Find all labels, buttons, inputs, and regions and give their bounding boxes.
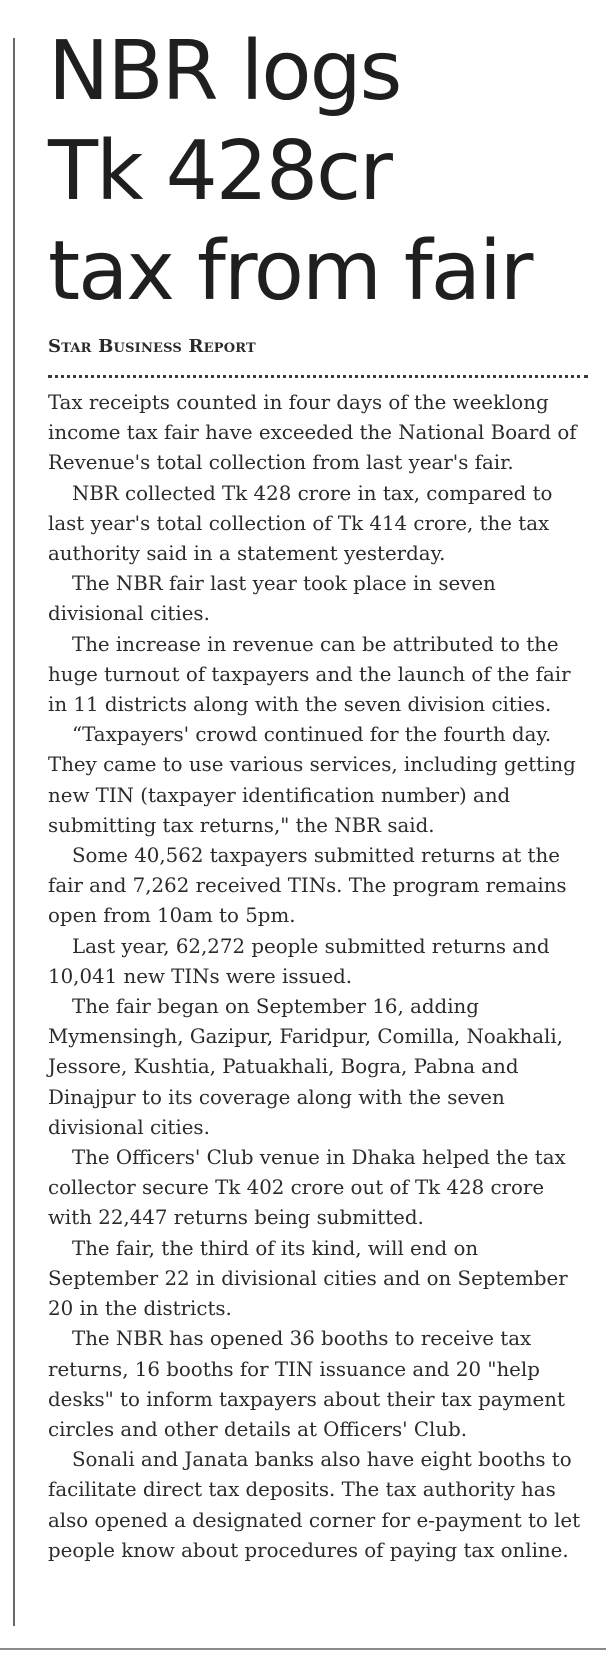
headline-line-1: NBR logs bbox=[48, 24, 401, 119]
paragraph: NBR collected Tk 428 crore in tax, compared to last year's total collection of Tk 414 crore, the tax authority said in a statement yesterday. bbox=[48, 481, 553, 566]
paragraph: “Taxpayers' crowd continued for the fourth day. They came to use various services, including getting new TIN (taxpayer identification number) and submitting tax returns," the NBR said. bbox=[48, 723, 576, 837]
paragraph: Last year, 62,272 people submitted returns and 10,041 new TINs were issued. bbox=[48, 934, 550, 988]
headline-line-2: Tk 428cr bbox=[48, 124, 391, 219]
news-article bbox=[48, 22, 588, 1566]
dotted-divider bbox=[48, 375, 588, 378]
paragraph: The fair, the third of its kind, will end on September 22 in divisional cities and on September 20 in the districts. bbox=[48, 1236, 568, 1321]
byline: Star Business Report bbox=[48, 336, 256, 357]
article-body bbox=[48, 388, 588, 1566]
paragraph: The NBR fair last year took place in seven divisional cities. bbox=[48, 572, 496, 626]
headline bbox=[48, 22, 588, 322]
paragraph: The Officers' Club venue in Dhaka helped the tax collector secure Tk 402 crore out of Tk 428 crore with 22,447 returns being submitted. bbox=[48, 1146, 566, 1230]
paragraph: The fair began on September 16, adding Mymensingh, Gazipur, Faridpur, Comilla, Noakhali, Jessore, Kushtia, Patuakhali, Bogra, Pabna and Dinajpur to its coverage along with the seven divisional cities. bbox=[48, 995, 563, 1139]
paragraph: Tax receipts counted in four days of the weeklong income tax fair have exceeded the National Board of Revenue's total collection from last year's fair. bbox=[48, 391, 577, 475]
paragraph: The increase in revenue can be attributed to the huge turnout of taxpayers and the launch of the fair in 11 districts along with the seven division cities. bbox=[48, 632, 571, 717]
column-rule-left bbox=[13, 38, 15, 1626]
paragraph: Some 40,562 taxpayers submitted returns at the fair and 7,262 received TINs. The program remains open from 10am to 5pm. bbox=[48, 844, 567, 928]
paragraph: Sonali and Janata banks also have eight booths to facilitate direct tax deposits. The tax authority has also opened a designated corner for e-payment to let people know about procedures of paying tax online. bbox=[48, 1448, 581, 1562]
bottom-rule bbox=[0, 1648, 606, 1650]
headline-line-3: tax from fair bbox=[48, 224, 532, 319]
paragraph: The NBR has opened 36 booths to receive tax returns, 16 booths for TIN issuance and 20 "help desks" to inform taxpayers about their tax payment circles and other details at Officers' Club. bbox=[48, 1327, 565, 1441]
